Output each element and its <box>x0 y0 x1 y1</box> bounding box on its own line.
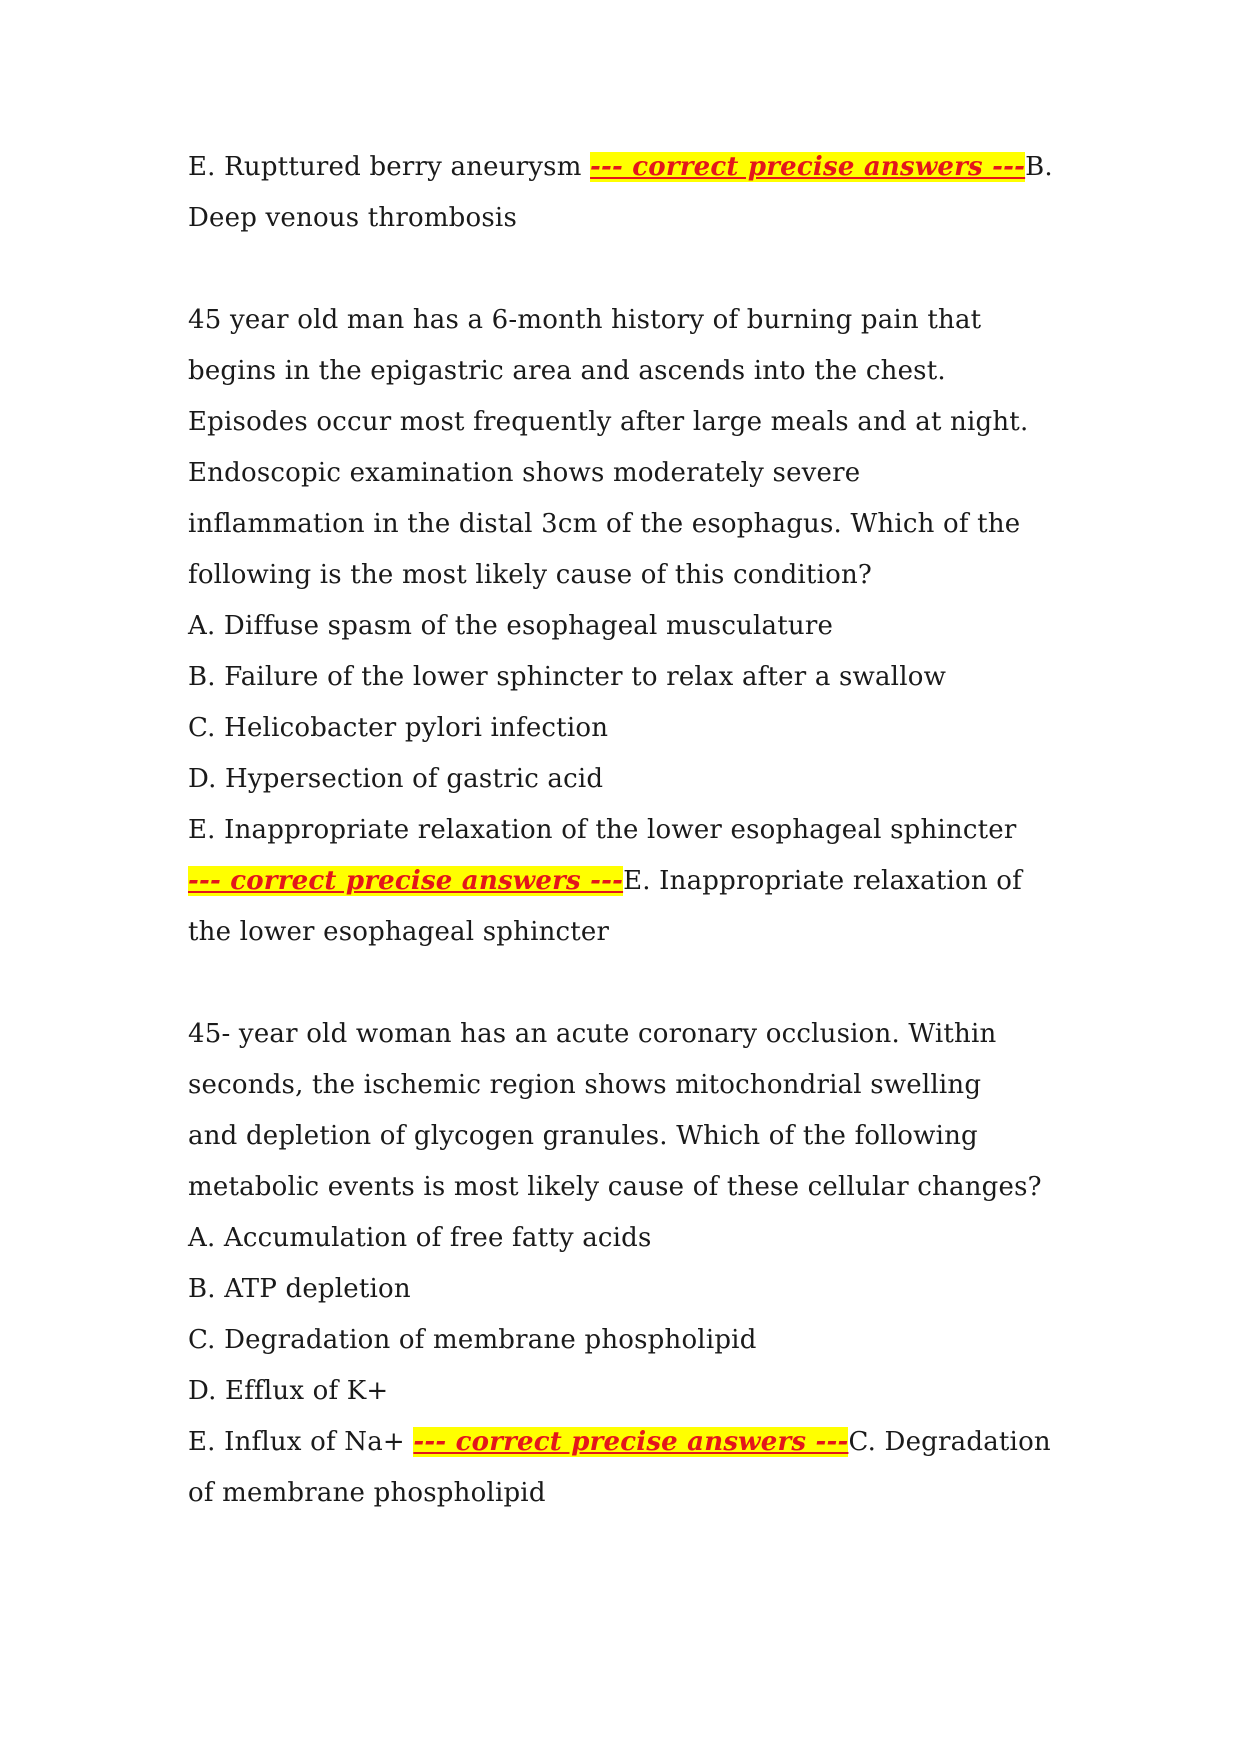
option-c: C. Degradation of membrane phospholipid <box>188 1325 757 1355</box>
paragraph-gap <box>188 244 1080 295</box>
question-stem-line: inflammation in the distal 3cm of the esophagus. Which of the <box>188 509 1021 539</box>
answer-marker: --- correct precise answers --- <box>590 152 1026 182</box>
option-e: E. Influx of Na+ <box>188 1427 414 1457</box>
question-1 <box>188 295 1080 958</box>
answer-marker: --- correct precise answers --- <box>188 866 624 896</box>
option-d: D. Hypersection of gastric acid <box>188 764 604 794</box>
option-b: B. ATP depletion <box>188 1274 411 1304</box>
question-stem-line: seconds, the ischemic region shows mitochondrial swelling <box>188 1070 982 1100</box>
question-stem-line: Episodes occur most frequently after large meals and at night. <box>188 407 1029 437</box>
answer-line <box>188 856 1080 907</box>
question-stem-line: begins in the epigastric area and ascends into the chest. <box>188 356 946 386</box>
option-c: C. Helicobacter pylori infection <box>188 713 609 743</box>
document-body <box>188 142 1080 1519</box>
question-stem-line: and depletion of glycogen granules. Which of the following <box>188 1121 978 1151</box>
option-d: D. Efflux of K+ <box>188 1376 389 1406</box>
answer-text: C. Degradation <box>848 1427 1051 1457</box>
answer-line <box>188 142 1080 193</box>
option-b: B. Failure of the lower sphincter to relax after a swallow <box>188 662 947 692</box>
question-2 <box>188 1009 1080 1519</box>
paragraph-gap <box>188 958 1080 1009</box>
answer-text: of membrane phospholipid <box>188 1478 546 1508</box>
option-text: E. Rupttured berry aneurysm <box>188 152 591 182</box>
answer-text: B. <box>1025 152 1053 182</box>
question-stem-line: Endoscopic examination shows moderately severe <box>188 458 861 488</box>
answer-line <box>188 1417 1080 1468</box>
option-e: E. Inappropriate relaxation of the lower esophageal sphincter <box>188 815 1017 845</box>
answer-text: the lower esophageal sphincter <box>188 917 610 947</box>
option-a: A. Diffuse spasm of the esophageal musculature <box>188 611 834 641</box>
answer-text: E. Inappropriate relaxation of <box>623 866 1022 896</box>
question-stem-line: 45- year old woman has an acute coronary occlusion. Within <box>188 1019 997 1049</box>
answer-text: Deep venous thrombosis <box>188 203 517 233</box>
question-stem-line: metabolic events is most likely cause of these cellular changes? <box>188 1172 1042 1202</box>
answer-marker: --- correct precise answers --- <box>413 1427 849 1457</box>
option-a: A. Accumulation of free fatty acids <box>188 1223 652 1253</box>
question-stem-line: 45 year old man has a 6-month history of burning pain that <box>188 305 982 335</box>
question-stem-line: following is the most likely cause of this condition? <box>188 560 873 590</box>
